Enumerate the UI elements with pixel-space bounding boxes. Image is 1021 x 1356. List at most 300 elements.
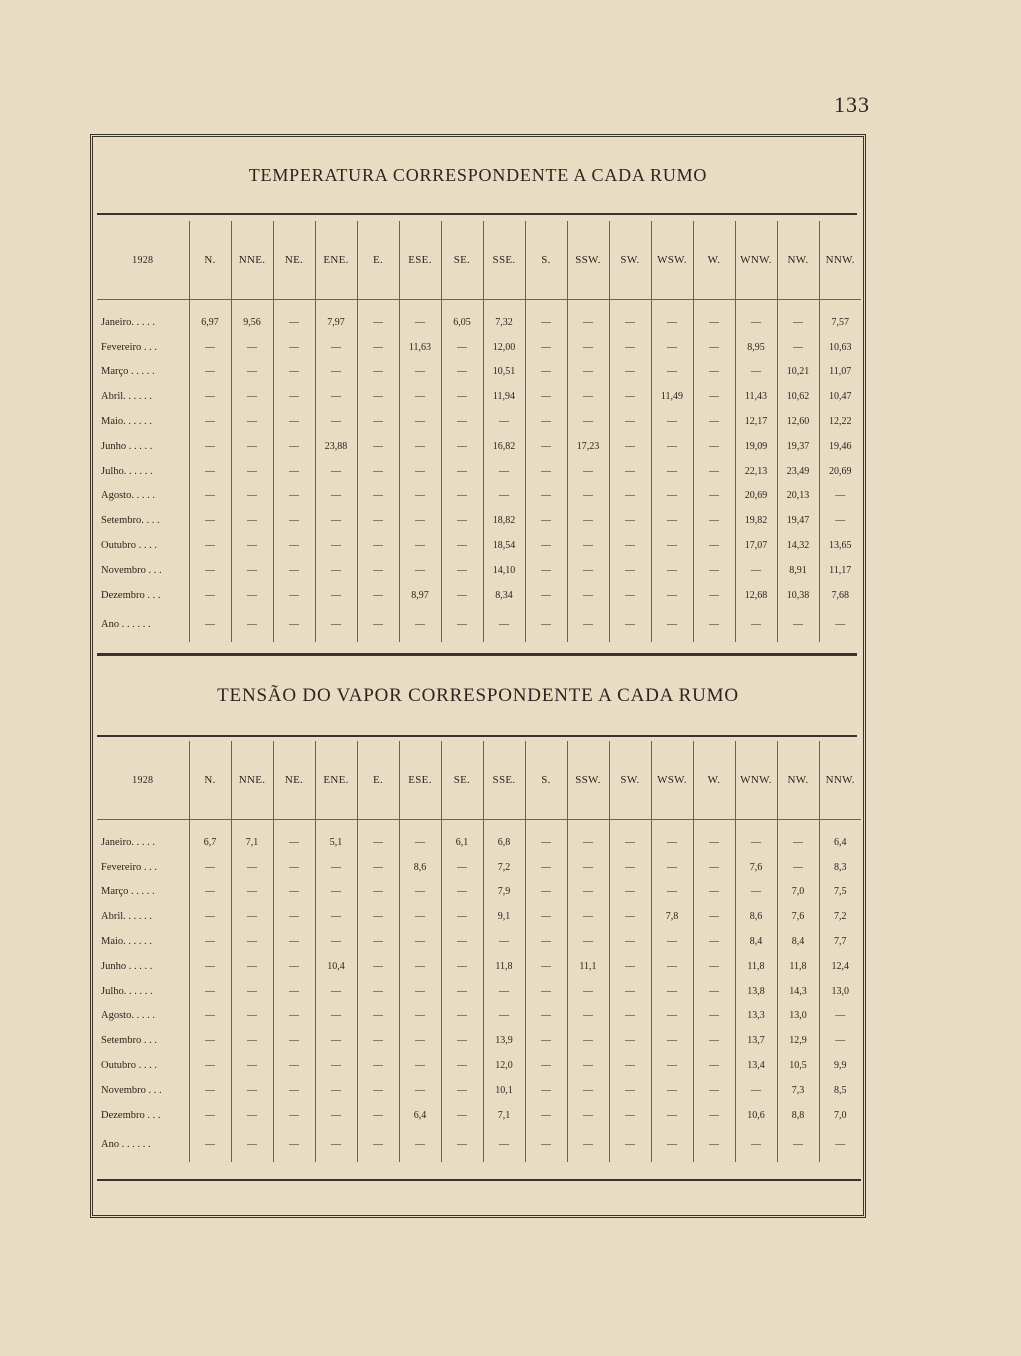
table-cell: — [231, 484, 273, 509]
row-label: Maio. . . . . . [101, 416, 153, 428]
table-cell: — [441, 1103, 483, 1128]
table-cell: — [399, 484, 441, 509]
table-cell: 19,47 [777, 508, 819, 533]
table-cell: — [231, 1078, 273, 1103]
table-cell: 12,22 [819, 409, 861, 434]
row-label: Outubro . . . . [101, 1060, 157, 1072]
table-cell: 16,82 [483, 434, 525, 459]
total-cell: — [525, 608, 567, 642]
table-cell: — [357, 434, 399, 459]
table-cell: — [693, 830, 735, 855]
table-cell: — [273, 533, 315, 558]
table-cell: — [651, 484, 693, 509]
table-cell: 20,69 [735, 484, 777, 509]
total-cell: — [567, 1128, 609, 1162]
spacer-cell [189, 820, 231, 831]
column-header: W. [693, 221, 735, 300]
column-header: NW. [777, 741, 819, 820]
table-cell: 8,34 [483, 583, 525, 608]
table-cell: — [693, 954, 735, 979]
vapor-table-title: TENSÃO DO VAPOR CORRESPONDENTE A CADA RUMO [217, 685, 739, 706]
table-cell: — [357, 880, 399, 905]
table-cell: 6,97 [189, 310, 231, 335]
table-cell: — [315, 360, 357, 385]
total-cell: — [609, 608, 651, 642]
table-cell: — [651, 830, 693, 855]
table-cell: 18,82 [483, 508, 525, 533]
table-row [97, 1028, 861, 1053]
table-cell: — [525, 335, 567, 360]
table-cell: 6,4 [399, 1103, 441, 1128]
total-label: Ano . . . . . . [101, 1139, 151, 1151]
table-row [97, 880, 861, 905]
table-cell: — [693, 880, 735, 905]
total-cell: — [231, 608, 273, 642]
table-cell: — [357, 484, 399, 509]
table-cell: — [273, 954, 315, 979]
table-cell: — [651, 1103, 693, 1128]
table-cell: — [567, 929, 609, 954]
total-cell: — [189, 608, 231, 642]
table-cell: — [693, 484, 735, 509]
table-cell: — [567, 979, 609, 1004]
total-cell: — [315, 1128, 357, 1162]
table-cell: 6,8 [483, 830, 525, 855]
table-cell: — [441, 459, 483, 484]
table-cell: — [273, 558, 315, 583]
table-cell: — [651, 979, 693, 1004]
table-cell: 6,4 [819, 830, 861, 855]
spacer-cell [525, 300, 567, 311]
table-cell: — [693, 384, 735, 409]
table-cell: 5,1 [315, 830, 357, 855]
table-cell: 6,7 [189, 830, 231, 855]
table-cell: — [357, 310, 399, 335]
table-cell: — [273, 830, 315, 855]
table-cell: — [441, 1078, 483, 1103]
table-cell: — [609, 558, 651, 583]
table-cell: — [189, 508, 231, 533]
total-cell: — [483, 1128, 525, 1162]
table-cell: — [315, 558, 357, 583]
spacer-cell [273, 820, 315, 831]
table-cell: 13,0 [819, 979, 861, 1004]
table-cell: — [231, 1004, 273, 1029]
spacer-cell [399, 820, 441, 831]
table-cell: — [315, 1004, 357, 1029]
row-label: Abril. . . . . . [101, 391, 153, 403]
table-cell: — [189, 954, 231, 979]
spacer-cell [315, 820, 357, 831]
table-cell: — [357, 583, 399, 608]
table-cell: — [567, 384, 609, 409]
table-cell: — [273, 310, 315, 335]
table-cell: 7,57 [819, 310, 861, 335]
table-cell: — [273, 484, 315, 509]
table-cell: — [609, 1053, 651, 1078]
table-cell: — [609, 360, 651, 385]
table-cell: — [189, 409, 231, 434]
table-cell: — [651, 583, 693, 608]
column-header: NNW. [819, 221, 861, 300]
table-cell: — [273, 1004, 315, 1029]
table-cell: — [315, 1053, 357, 1078]
spacer-cell [97, 820, 189, 831]
table-cell: — [693, 929, 735, 954]
table-cell: 12,68 [735, 583, 777, 608]
table-row [97, 954, 861, 979]
table-cell: — [273, 1103, 315, 1128]
table-cell: — [567, 1078, 609, 1103]
table-cell: — [231, 360, 273, 385]
table-cell: 12,4 [819, 954, 861, 979]
table-cell: — [441, 954, 483, 979]
table-cell: 7,1 [231, 830, 273, 855]
table-cell: — [567, 508, 609, 533]
table-cell: — [315, 384, 357, 409]
table-cell: 19,46 [819, 434, 861, 459]
table-cell: — [441, 979, 483, 1004]
table-cell: — [273, 855, 315, 880]
table-cell: — [357, 1028, 399, 1053]
table-cell: 10,6 [735, 1103, 777, 1128]
row-label: Março . . . . . [101, 886, 155, 898]
table-cell: — [567, 1028, 609, 1053]
table-cell: — [651, 855, 693, 880]
table-cell: — [231, 904, 273, 929]
table-cell: — [189, 583, 231, 608]
table-cell: — [483, 929, 525, 954]
total-row [97, 1128, 861, 1162]
table-cell: — [525, 508, 567, 533]
table-cell: — [777, 830, 819, 855]
column-header: SE. [441, 221, 483, 300]
table-cell: 8,6 [735, 904, 777, 929]
table-cell: — [357, 954, 399, 979]
total-label: Ano . . . . . . [101, 619, 151, 631]
table-cell: — [609, 929, 651, 954]
total-cell: — [777, 1128, 819, 1162]
spacer-cell [651, 300, 693, 311]
table-cell: 13,7 [735, 1028, 777, 1053]
table-cell: 10,51 [483, 360, 525, 385]
spacer-cell [693, 820, 735, 831]
table-cell: — [609, 1028, 651, 1053]
table-cell: — [777, 310, 819, 335]
table-cell: — [231, 1103, 273, 1128]
table-cell: — [651, 954, 693, 979]
table-cell: — [567, 533, 609, 558]
table-cell: — [189, 459, 231, 484]
row-label: Setembro. . . . [101, 515, 160, 527]
table-cell: 7,6 [735, 855, 777, 880]
table-cell: — [693, 533, 735, 558]
table-cell: 11,63 [399, 335, 441, 360]
table-cell: — [357, 904, 399, 929]
table-cell: — [189, 384, 231, 409]
total-cell: — [735, 1128, 777, 1162]
table-cell: — [567, 880, 609, 905]
table-cell: 20,69 [819, 459, 861, 484]
column-header: NE. [273, 221, 315, 300]
table-cell: — [483, 409, 525, 434]
table-cell: 19,82 [735, 508, 777, 533]
table-cell: — [273, 1028, 315, 1053]
column-header: ESE. [399, 221, 441, 300]
table-cell: — [399, 880, 441, 905]
column-header: NW. [777, 221, 819, 300]
table-cell: — [315, 533, 357, 558]
total-cell: — [819, 1128, 861, 1162]
table-cell: — [693, 583, 735, 608]
table-cell: — [693, 335, 735, 360]
table-cell: — [693, 508, 735, 533]
table-cell: 11,43 [735, 384, 777, 409]
table-cell: — [651, 1028, 693, 1053]
table-cell: — [441, 1004, 483, 1029]
table-cell: — [693, 434, 735, 459]
divider [97, 735, 857, 737]
table-cell: — [525, 434, 567, 459]
table-cell: — [567, 904, 609, 929]
table-cell: — [525, 830, 567, 855]
table-cell: — [567, 310, 609, 335]
divider [97, 653, 857, 656]
total-cell: — [315, 608, 357, 642]
table-row [97, 360, 861, 385]
table-row [97, 1053, 861, 1078]
table-cell: 7,7 [819, 929, 861, 954]
table-cell: — [399, 508, 441, 533]
table-cell: 7,97 [315, 310, 357, 335]
table-cell: — [609, 335, 651, 360]
table-cell: — [693, 979, 735, 1004]
column-header: SSW. [567, 221, 609, 300]
table-cell: — [399, 954, 441, 979]
table-cell: — [735, 1078, 777, 1103]
spacer-cell [777, 300, 819, 311]
row-label: Novembro . . . [101, 1084, 162, 1096]
table-cell: — [693, 1053, 735, 1078]
table-cell: — [567, 1053, 609, 1078]
table-cell: 13,4 [735, 1053, 777, 1078]
table-cell: — [567, 409, 609, 434]
table-cell: 10,47 [819, 384, 861, 409]
table-cell: — [189, 929, 231, 954]
row-label: Junho . . . . . [101, 960, 153, 972]
total-cell: — [441, 608, 483, 642]
column-header: SE. [441, 741, 483, 820]
table-cell: — [399, 830, 441, 855]
temperature-table [97, 221, 861, 642]
table-cell: — [441, 904, 483, 929]
table-cell: — [693, 904, 735, 929]
table-cell: — [273, 434, 315, 459]
table-cell: — [231, 880, 273, 905]
row-label: Agosto. . . . . [101, 1010, 155, 1022]
table-cell: — [567, 360, 609, 385]
table-cell: 7,0 [777, 880, 819, 905]
table-cell: — [609, 508, 651, 533]
table-cell: — [357, 360, 399, 385]
table-cell: — [399, 1078, 441, 1103]
table-cell: 12,9 [777, 1028, 819, 1053]
column-header: E. [357, 221, 399, 300]
table-cell: 11,49 [651, 384, 693, 409]
table-cell: — [357, 1103, 399, 1128]
table-row [97, 855, 861, 880]
table-cell: — [567, 335, 609, 360]
table-cell: — [609, 1078, 651, 1103]
column-header: SW. [609, 741, 651, 820]
spacer-cell [609, 300, 651, 311]
table-cell: 8,4 [777, 929, 819, 954]
table-cell: — [315, 904, 357, 929]
table-cell: — [441, 434, 483, 459]
column-header: NNW. [819, 741, 861, 820]
table-cell: — [441, 929, 483, 954]
table-cell: — [567, 484, 609, 509]
table-cell: — [609, 954, 651, 979]
table-cell: — [441, 360, 483, 385]
table-cell: 11,8 [777, 954, 819, 979]
row-label: Maio. . . . . . [101, 936, 153, 948]
table-cell: 7,8 [651, 904, 693, 929]
table-cell: — [273, 1053, 315, 1078]
total-cell: — [609, 1128, 651, 1162]
table-cell: — [525, 384, 567, 409]
table-cell: — [441, 409, 483, 434]
row-label: Agosto. . . . . [101, 490, 155, 502]
total-cell: — [651, 1128, 693, 1162]
table-cell: 12,60 [777, 409, 819, 434]
year-header: 1928 [97, 221, 189, 300]
table-cell: — [525, 929, 567, 954]
row-label: Abril. . . . . . [101, 911, 153, 923]
spacer-cell [231, 820, 273, 831]
table-cell: — [273, 459, 315, 484]
table-cell: — [693, 459, 735, 484]
table-cell: — [525, 1103, 567, 1128]
table-cell: — [819, 508, 861, 533]
table-cell: 8,8 [777, 1103, 819, 1128]
table-cell: 12,17 [735, 409, 777, 434]
row-label: Junho . . . . . [101, 440, 153, 452]
table-cell: — [273, 508, 315, 533]
table-cell: — [315, 1103, 357, 1128]
table-cell: — [189, 360, 231, 385]
table-cell: — [357, 1053, 399, 1078]
row-label: Julho. . . . . . [101, 985, 153, 997]
total-cell: — [525, 1128, 567, 1162]
table-cell: — [315, 409, 357, 434]
table-row [97, 1078, 861, 1103]
table-row [97, 558, 861, 583]
column-header: N. [189, 221, 231, 300]
table-cell: 7,6 [777, 904, 819, 929]
table-cell: 17,23 [567, 434, 609, 459]
table-cell: — [609, 384, 651, 409]
table-cell: — [189, 880, 231, 905]
table-cell: — [693, 409, 735, 434]
spacer-cell [441, 820, 483, 831]
row-label: Dezembro . . . [101, 589, 161, 601]
table-cell: 11,8 [735, 954, 777, 979]
table-cell: 7,1 [483, 1103, 525, 1128]
table-cell: — [651, 459, 693, 484]
table-cell: 20,13 [777, 484, 819, 509]
table-cell: 7,68 [819, 583, 861, 608]
table-cell: — [651, 434, 693, 459]
table-cell: — [735, 558, 777, 583]
table-cell: — [357, 533, 399, 558]
spacer-cell [777, 820, 819, 831]
spacer-cell [693, 300, 735, 311]
table-cell: 14,10 [483, 558, 525, 583]
table-cell: — [399, 533, 441, 558]
table-cell: — [525, 1078, 567, 1103]
table-cell: — [189, 558, 231, 583]
table-cell: — [525, 558, 567, 583]
table-row [97, 904, 861, 929]
table-cell: — [315, 1028, 357, 1053]
bottom-strip [97, 1179, 861, 1213]
table-cell: 7,2 [819, 904, 861, 929]
column-header: SSE. [483, 221, 525, 300]
table-cell: — [399, 434, 441, 459]
table-cell: — [189, 533, 231, 558]
table-cell: 10,62 [777, 384, 819, 409]
table-cell: — [693, 855, 735, 880]
table-cell: — [273, 1078, 315, 1103]
spacer-cell [525, 820, 567, 831]
table-cell: 23,88 [315, 434, 357, 459]
table-cell: — [189, 1053, 231, 1078]
column-header: SW. [609, 221, 651, 300]
total-cell: — [399, 608, 441, 642]
table-cell: — [441, 1028, 483, 1053]
table-cell: 7,0 [819, 1103, 861, 1128]
table-cell: — [189, 1004, 231, 1029]
table-cell: — [399, 979, 441, 1004]
total-cell: — [441, 1128, 483, 1162]
table-cell: — [189, 335, 231, 360]
total-cell: — [273, 608, 315, 642]
table-cell: 11,17 [819, 558, 861, 583]
table-cell: — [651, 1004, 693, 1029]
table-cell: 13,3 [735, 1004, 777, 1029]
table-cell: — [567, 459, 609, 484]
table-cell: 11,1 [567, 954, 609, 979]
total-cell: — [735, 608, 777, 642]
spacer-cell [273, 300, 315, 311]
table-cell: — [693, 360, 735, 385]
row-label: Outubro . . . . [101, 540, 157, 552]
table-cell: 8,3 [819, 855, 861, 880]
table-cell: — [651, 508, 693, 533]
table-cell: — [231, 434, 273, 459]
table-cell: — [483, 459, 525, 484]
total-cell: — [357, 1128, 399, 1162]
table-cell: 10,4 [315, 954, 357, 979]
table-cell: — [273, 979, 315, 1004]
table-cell: — [609, 583, 651, 608]
table-cell: — [189, 1078, 231, 1103]
table-cell: 12,00 [483, 335, 525, 360]
table-cell: 10,1 [483, 1078, 525, 1103]
table-cell: — [441, 335, 483, 360]
spacer-cell [609, 820, 651, 831]
